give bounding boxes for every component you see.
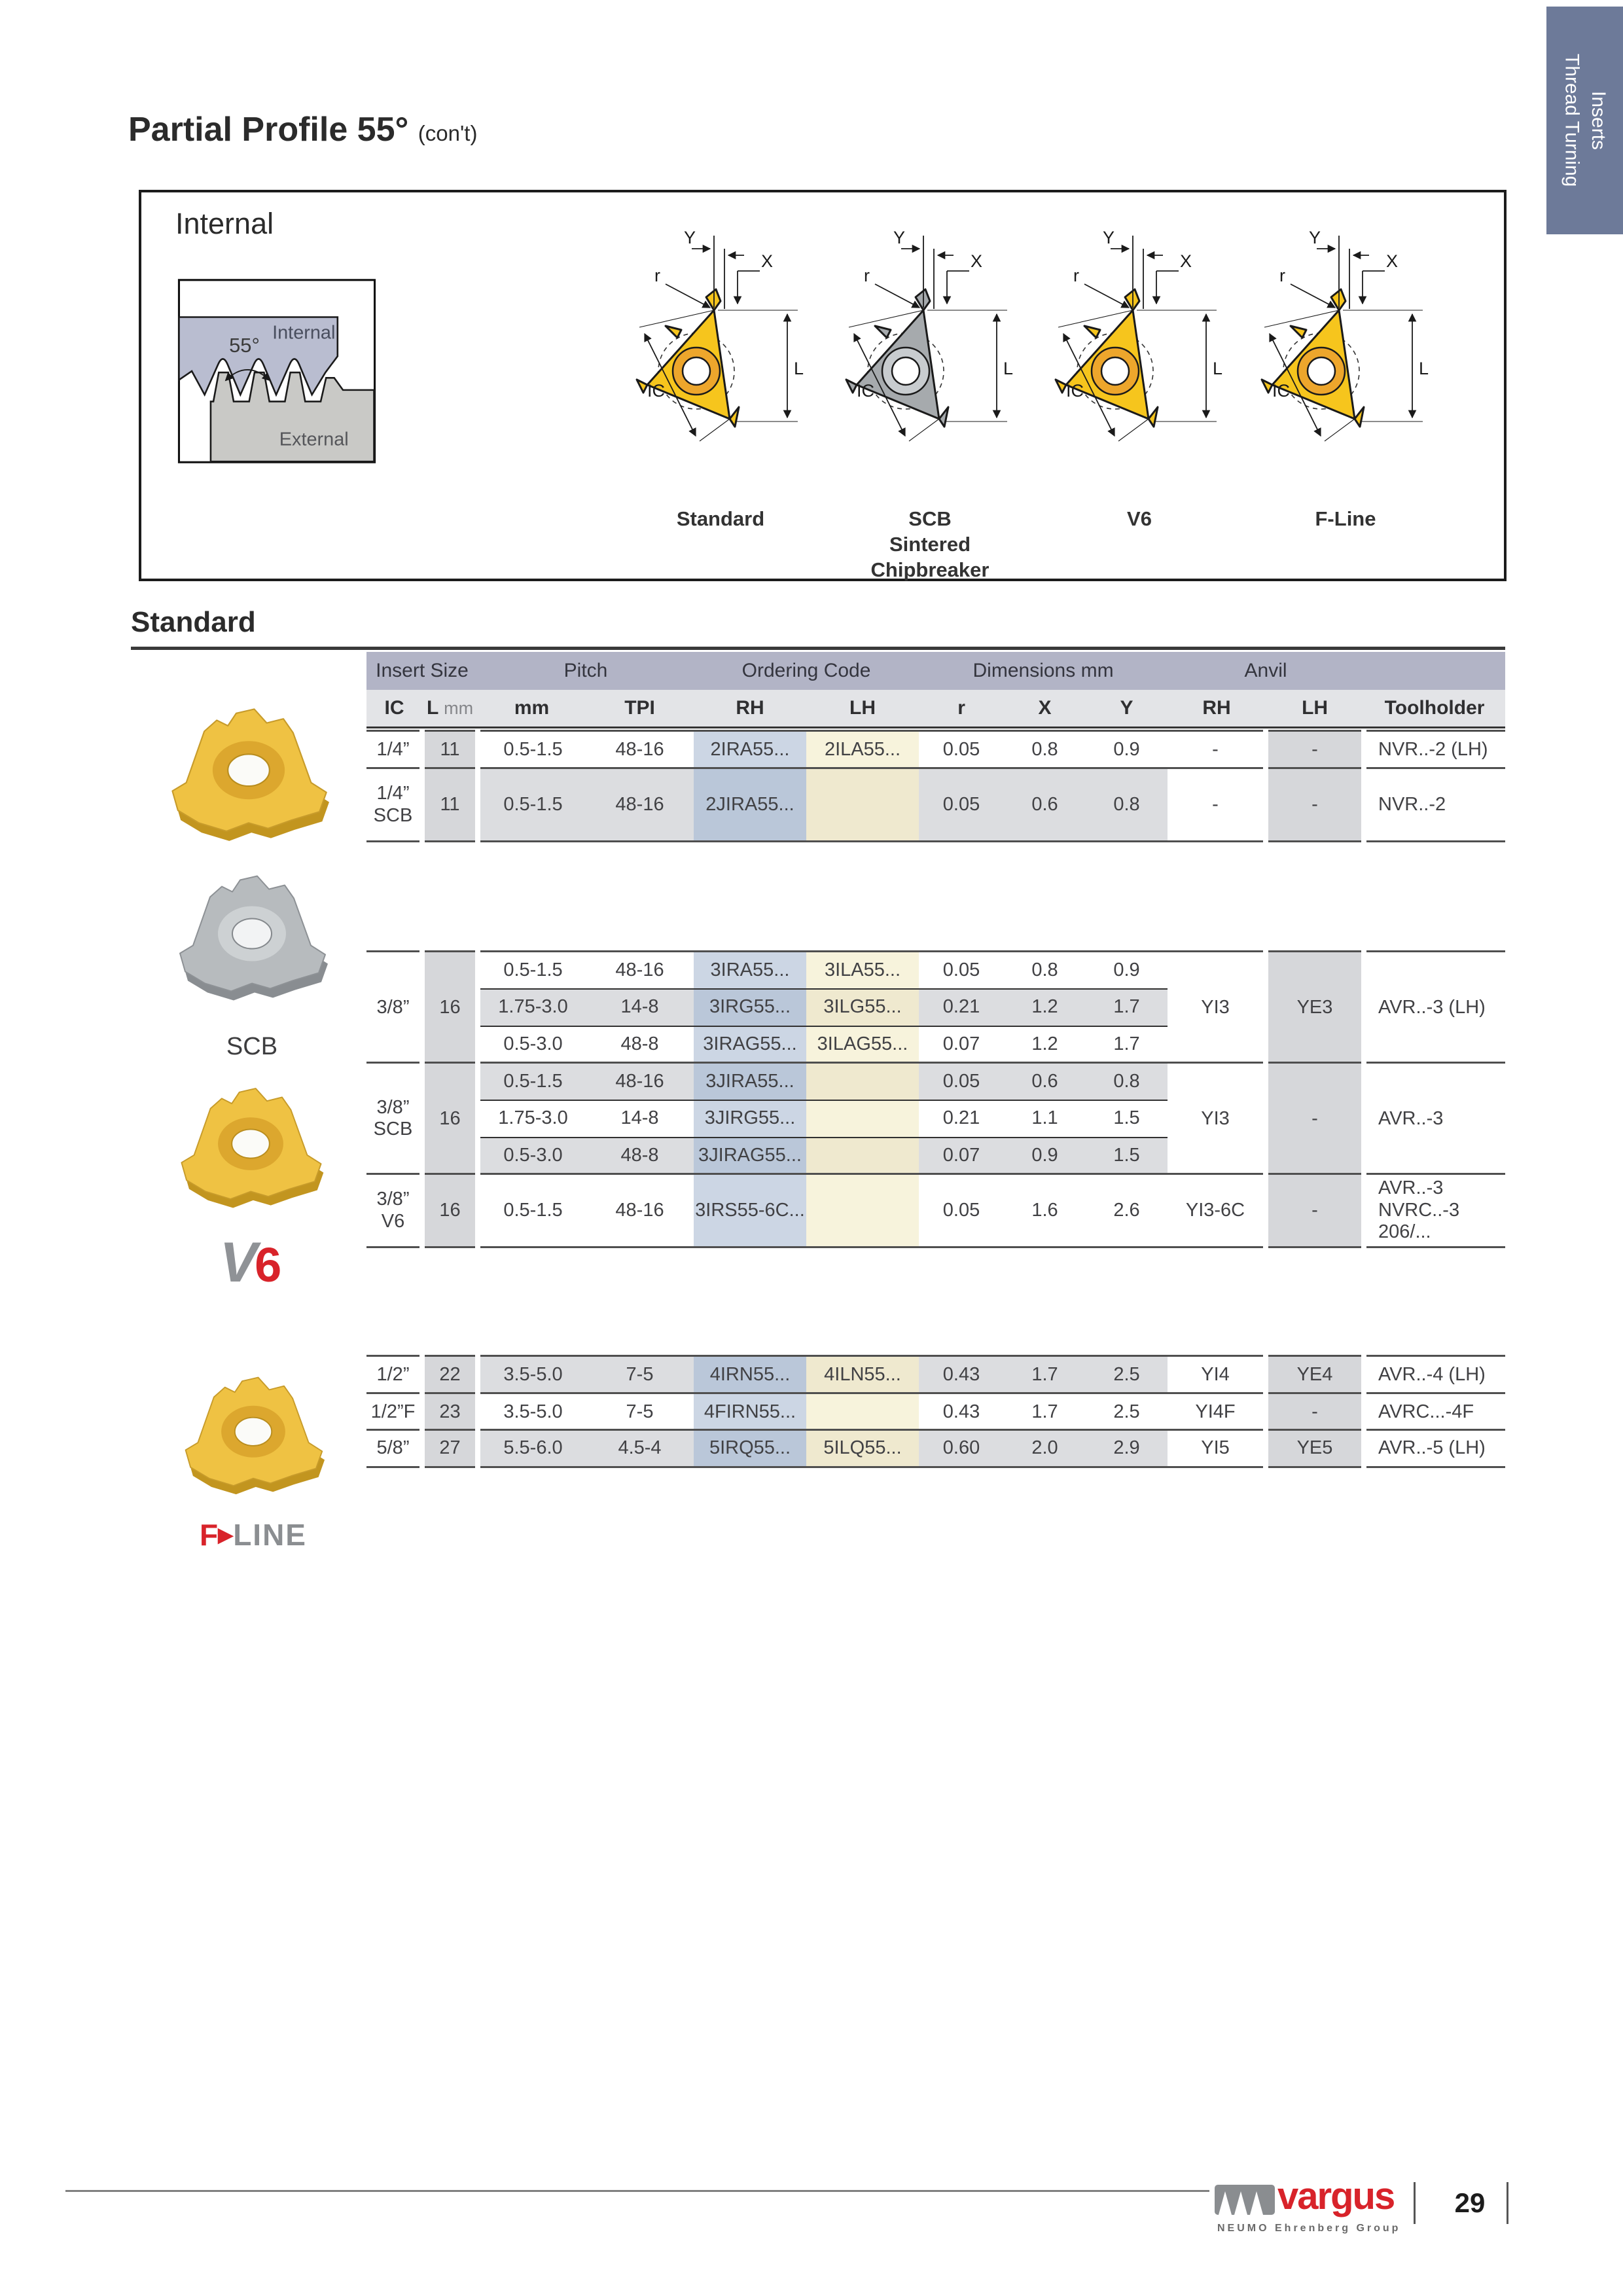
cell-r: 0.43 xyxy=(942,1401,980,1422)
cell-y: 0.8 xyxy=(1086,1063,1168,1100)
table-group-half xyxy=(366,1355,1505,1393)
cell-x: 2.0 xyxy=(1004,1430,1086,1467)
cell-l: 16 xyxy=(422,1063,478,1174)
group-header-anvil: Anvil xyxy=(1168,652,1364,690)
cell-anvil-lh: YE3 xyxy=(1266,952,1364,1063)
diagram-label-fline: F-Line xyxy=(1315,507,1376,530)
svg-text:r: r xyxy=(1073,266,1079,285)
table-row xyxy=(366,952,1505,989)
cell-r: 0.21 xyxy=(919,989,1004,1026)
cell-y: 2.6 xyxy=(1113,1199,1140,1221)
cell-ic: 3/8” SCB xyxy=(373,1096,413,1140)
col-header-tpi: TPI xyxy=(586,690,694,728)
product-image-fline xyxy=(152,1363,355,1516)
page-title: Partial Profile 55° (con't) xyxy=(128,111,478,149)
table-row xyxy=(366,1063,1505,1100)
svg-text:r: r xyxy=(864,266,870,285)
cell-tpi: 48-8 xyxy=(586,1138,694,1174)
cell-x: 1.7 xyxy=(1031,1401,1058,1422)
cell-tpi: 14-8 xyxy=(586,989,694,1026)
group-header-ordering-code: Ordering Code xyxy=(694,652,919,690)
internal-heading: Internal xyxy=(175,207,274,240)
cell-y: 1.7 xyxy=(1086,989,1168,1026)
product-image-scb xyxy=(154,859,350,1026)
cell-anvil-rh: YI3-6C xyxy=(1185,1199,1245,1221)
cell-ordering-lh xyxy=(806,1063,919,1100)
table-row xyxy=(366,1174,1505,1247)
table-group-threeeighths-scb xyxy=(366,1062,1505,1174)
cell-pitch-mm: 0.5-3.0 xyxy=(478,1138,586,1174)
vargus-group-label: NEUMO Ehrenberg Group xyxy=(1217,2223,1401,2234)
cell-anvil-rh: - xyxy=(1212,793,1219,815)
svg-text:L: L xyxy=(1213,359,1223,378)
diagram-label-scb: SCB Sintered Chipbreaker xyxy=(870,507,990,581)
cell-ordering-lh: 4ILN55... xyxy=(806,1356,919,1393)
cell-toolholder: AVRC...-4F xyxy=(1378,1401,1474,1422)
svg-text:Y: Y xyxy=(1308,228,1321,247)
cell-ordering-rh: 2IRA55... xyxy=(694,731,806,768)
page-number: 29 xyxy=(1454,2187,1486,2218)
cell-toolholder: AVR..-3 (LH) xyxy=(1378,996,1486,1018)
standard-heading: Standard xyxy=(131,606,256,638)
cell-r: 0.05 xyxy=(919,768,1004,842)
cell-l: 16 xyxy=(422,952,478,1063)
cell-ordering-rh: 2JIRA55... xyxy=(694,768,806,842)
cell-ordering-lh xyxy=(806,1138,919,1174)
footer-divider-left xyxy=(1414,2182,1416,2224)
cell-ordering-rh: 3JIRA55... xyxy=(694,1063,806,1100)
table-group-fiveeighths xyxy=(366,1429,1505,1468)
cell-x: 0.8 xyxy=(1031,739,1058,761)
vargus-wordmark: vargus xyxy=(1277,2175,1395,2217)
cell-y: 1.5 xyxy=(1086,1138,1168,1174)
cell-l: 11 xyxy=(422,768,478,842)
cell-ordering-lh: 5ILQ55... xyxy=(806,1430,919,1467)
angle-label: 55° xyxy=(229,334,260,357)
cell-ordering-lh: 3ILAG55... xyxy=(806,1026,919,1063)
cell-r: 0.07 xyxy=(919,1026,1004,1063)
svg-text:r: r xyxy=(654,266,660,285)
col-header-anvil-rh: RH xyxy=(1168,690,1266,728)
cell-x: 1.2 xyxy=(1004,989,1086,1026)
col-header-y: Y xyxy=(1086,690,1168,728)
col-header-r: r xyxy=(919,690,1004,728)
cell-anvil-lh: - xyxy=(1266,1063,1364,1174)
cell-y: 1.7 xyxy=(1086,1026,1168,1063)
svg-text:IC: IC xyxy=(1066,381,1084,401)
cell-ordering-rh: 4IRN55... xyxy=(694,1356,806,1393)
cell-x: 0.6 xyxy=(1004,768,1086,842)
cell-r: 0.07 xyxy=(919,1138,1004,1174)
cell-ordering-lh xyxy=(806,1393,919,1430)
group-header-insert-size: Insert Size xyxy=(366,652,478,690)
svg-text:IC: IC xyxy=(857,381,874,401)
cell-ic: 1/2”F xyxy=(370,1401,416,1422)
cell-toolholder: AVR..-5 (LH) xyxy=(1378,1437,1486,1459)
cell-ic: 1/2” xyxy=(376,1364,410,1386)
table-group-quarter xyxy=(366,730,1505,768)
footer-divider-right xyxy=(1507,2182,1508,2224)
cell-ordering-lh xyxy=(806,1174,919,1247)
cell-x: 1.7 xyxy=(1004,1356,1086,1393)
v6-insert-drawing xyxy=(1041,211,1238,505)
col-header-ic: IC xyxy=(366,690,422,728)
cell-ic: 3/8” xyxy=(376,996,410,1018)
diagram-scb xyxy=(832,211,1028,581)
cell-ordering-rh: 3IRAG55... xyxy=(694,1026,806,1063)
svg-text:IC: IC xyxy=(1272,381,1290,401)
cell-y: 2.9 xyxy=(1086,1430,1168,1467)
col-header-rh: RH xyxy=(694,690,806,728)
diagram-fline xyxy=(1247,211,1444,577)
cell-pitch-mm: 0.5-1.5 xyxy=(478,1063,586,1100)
cell-l: 27 xyxy=(422,1430,478,1467)
table-row xyxy=(366,1393,1505,1430)
cell-l: 23 xyxy=(422,1393,478,1430)
cell-tpi: 48-16 xyxy=(615,739,664,761)
fline-insert-drawing xyxy=(1247,211,1444,505)
cell-tpi: 48-16 xyxy=(586,768,694,842)
group-header-pitch: Pitch xyxy=(478,652,694,690)
cell-pitch-mm: 0.5-1.5 xyxy=(503,959,563,980)
col-header-lh: LH xyxy=(806,690,919,728)
cell-tpi: 4.5-4 xyxy=(586,1430,694,1467)
table-group-quarter-scb xyxy=(366,767,1505,842)
vargus-logo-mark xyxy=(1215,2185,1275,2219)
table-row xyxy=(366,1430,1505,1467)
table-group-threeeighths xyxy=(366,950,1505,1063)
footer-rule xyxy=(65,2190,1209,2192)
cell-ordering-rh: 3JIRG55... xyxy=(694,1100,806,1138)
svg-text:IC: IC xyxy=(647,381,665,401)
cell-anvil-rh: - xyxy=(1212,739,1219,761)
product-image-v6 xyxy=(149,1073,352,1230)
cell-ordering-rh: 5IRQ55... xyxy=(694,1430,806,1467)
group-header-dimensions: Dimensions mm xyxy=(919,652,1168,690)
cell-pitch-mm: 3.5-5.0 xyxy=(478,1356,586,1393)
product-label-scb: SCB xyxy=(226,1033,278,1060)
cell-ordering-rh: 4FIRN55... xyxy=(694,1393,806,1430)
diagram-standard xyxy=(622,211,819,577)
cell-y: 0.9 xyxy=(1113,739,1140,761)
cell-ic: 1/4” SCB xyxy=(373,783,413,826)
cell-x: 0.8 xyxy=(1031,959,1058,980)
cell-y: 2.5 xyxy=(1113,1401,1140,1422)
svg-text:X: X xyxy=(761,251,774,271)
cell-r: 0.05 xyxy=(919,1063,1004,1100)
cell-ordering-lh: 3ILA55... xyxy=(806,952,919,989)
external-label: External xyxy=(279,429,349,450)
thread-profile-diagram xyxy=(169,270,385,473)
cell-y: 2.5 xyxy=(1086,1356,1168,1393)
cell-anvil-rh: YI4F xyxy=(1195,1401,1236,1422)
cell-r: 0.05 xyxy=(942,739,980,761)
cell-toolholder: AVR..-3 xyxy=(1378,1107,1444,1129)
cell-y: 0.8 xyxy=(1086,768,1168,842)
table-group-half-f xyxy=(366,1392,1505,1430)
cell-pitch-mm: 3.5-5.0 xyxy=(503,1401,563,1422)
cell-pitch-mm: 0.5-1.5 xyxy=(503,739,563,761)
svg-text:Y: Y xyxy=(1102,228,1115,247)
cell-r: 0.05 xyxy=(942,959,980,980)
internal-label: Internal xyxy=(272,322,336,344)
svg-text:Y: Y xyxy=(683,228,696,247)
cell-y: 0.9 xyxy=(1113,959,1140,980)
col-header-mm: mm xyxy=(478,690,586,728)
svg-text:r: r xyxy=(1279,266,1285,285)
cell-r: 0.21 xyxy=(919,1100,1004,1138)
cell-l: 22 xyxy=(422,1356,478,1393)
cell-anvil-lh: YE4 xyxy=(1266,1356,1364,1393)
cell-r: 0.60 xyxy=(919,1430,1004,1467)
cell-l: 11 xyxy=(422,731,478,768)
cell-tpi: 48-16 xyxy=(615,959,664,980)
diagram-label-standard: Standard xyxy=(676,507,765,530)
diagram-v6 xyxy=(1041,211,1238,577)
product-image-standard xyxy=(141,692,357,866)
cell-pitch-mm: 0.5-1.5 xyxy=(478,768,586,842)
section-rule xyxy=(131,647,1505,650)
cell-anvil-lh: YE5 xyxy=(1266,1430,1364,1467)
cell-ic: 1/4” xyxy=(376,739,410,761)
cell-x: 0.6 xyxy=(1004,1063,1086,1100)
cell-toolholder: NVR..-2 (LH) xyxy=(1378,739,1488,761)
cell-ordering-rh: 3IRG55... xyxy=(694,989,806,1026)
page-title-suffix: (con't) xyxy=(418,121,478,145)
svg-text:X: X xyxy=(1180,251,1192,271)
table-group-threeeighths-v6 xyxy=(366,1173,1505,1248)
cell-r: 0.43 xyxy=(919,1356,1004,1393)
col-header-x: X xyxy=(1004,690,1086,728)
cell-toolholder: AVR..-4 (LH) xyxy=(1378,1364,1486,1386)
cell-anvil-lh: - xyxy=(1266,1174,1364,1247)
cell-ordering-rh: 3IRS55-6C... xyxy=(694,1174,806,1247)
cell-toolholder: AVR..-3 NVRC..-3 206/... xyxy=(1378,1177,1460,1243)
cell-l: 16 xyxy=(422,1174,478,1247)
cell-anvil-rh: YI5 xyxy=(1201,1437,1230,1459)
fline-logo: F▶LINE xyxy=(200,1518,307,1552)
cell-anvil-lh: - xyxy=(1266,1393,1364,1430)
cell-ordering-lh: 2ILA55... xyxy=(806,731,919,768)
table-row xyxy=(366,731,1505,768)
spec-table-header xyxy=(366,652,1505,728)
svg-text:X: X xyxy=(971,251,983,271)
cell-pitch-mm: 5.5-6.0 xyxy=(478,1430,586,1467)
scb-insert-drawing xyxy=(832,211,1028,505)
standard-insert-drawing xyxy=(622,211,819,505)
cell-anvil-lh: - xyxy=(1266,731,1364,768)
internal-section-box xyxy=(139,190,1507,581)
cell-y: 1.5 xyxy=(1086,1100,1168,1138)
cell-toolholder: NVR..-2 xyxy=(1378,793,1446,815)
diagram-label-v6: V6 xyxy=(1127,507,1152,530)
cell-ordering-rh: 3IRA55... xyxy=(694,952,806,989)
svg-text:Y: Y xyxy=(893,228,905,247)
cell-tpi: 48-8 xyxy=(586,1026,694,1063)
cell-ordering-lh xyxy=(806,1100,919,1138)
cell-ic: 3/8” V6 xyxy=(376,1189,410,1232)
v6-logo: V6 xyxy=(219,1231,282,1294)
cell-pitch-mm: 1.75-3.0 xyxy=(478,989,586,1026)
cell-pitch-mm: 0.5-1.5 xyxy=(503,1199,563,1221)
col-header-l: L mm xyxy=(422,690,478,728)
cell-ic: 5/8” xyxy=(376,1437,410,1459)
svg-text:L: L xyxy=(794,359,804,378)
cell-ordering-rh: 3JIRAG55... xyxy=(694,1138,806,1174)
cell-tpi: 14-8 xyxy=(586,1100,694,1138)
side-tab-thread-turning-inserts xyxy=(1546,7,1623,234)
cell-ordering-lh xyxy=(806,768,919,842)
cell-anvil-rh: YI4 xyxy=(1201,1364,1230,1386)
cell-x: 1.1 xyxy=(1004,1100,1086,1138)
cell-tpi: 48-16 xyxy=(586,1063,694,1100)
cell-tpi: 7-5 xyxy=(626,1401,654,1422)
cell-pitch-mm: 1.75-3.0 xyxy=(478,1100,586,1138)
table-row xyxy=(366,1356,1505,1393)
cell-r: 0.05 xyxy=(942,1199,980,1221)
cell-tpi: 7-5 xyxy=(586,1356,694,1393)
cell-anvil-rh: YI3 xyxy=(1201,1107,1230,1129)
group-header-blank xyxy=(1364,652,1505,690)
col-header-anvil-lh: LH xyxy=(1266,690,1364,728)
cell-pitch-mm: 0.5-3.0 xyxy=(478,1026,586,1063)
cell-x: 1.6 xyxy=(1031,1199,1058,1221)
cell-x: 0.9 xyxy=(1004,1138,1086,1174)
col-header-toolholder: Toolholder xyxy=(1364,690,1505,728)
cell-anvil-lh: - xyxy=(1266,768,1364,842)
table-row xyxy=(366,768,1505,842)
cell-ordering-lh: 3ILG55... xyxy=(806,989,919,1026)
svg-text:X: X xyxy=(1386,251,1399,271)
cell-x: 1.2 xyxy=(1004,1026,1086,1063)
svg-text:L: L xyxy=(1003,359,1014,378)
cell-tpi: 48-16 xyxy=(615,1199,664,1221)
cell-anvil-rh: YI3 xyxy=(1201,996,1230,1018)
side-tab-label: Thread Turning Inserts xyxy=(1561,54,1609,187)
svg-text:L: L xyxy=(1419,359,1429,378)
